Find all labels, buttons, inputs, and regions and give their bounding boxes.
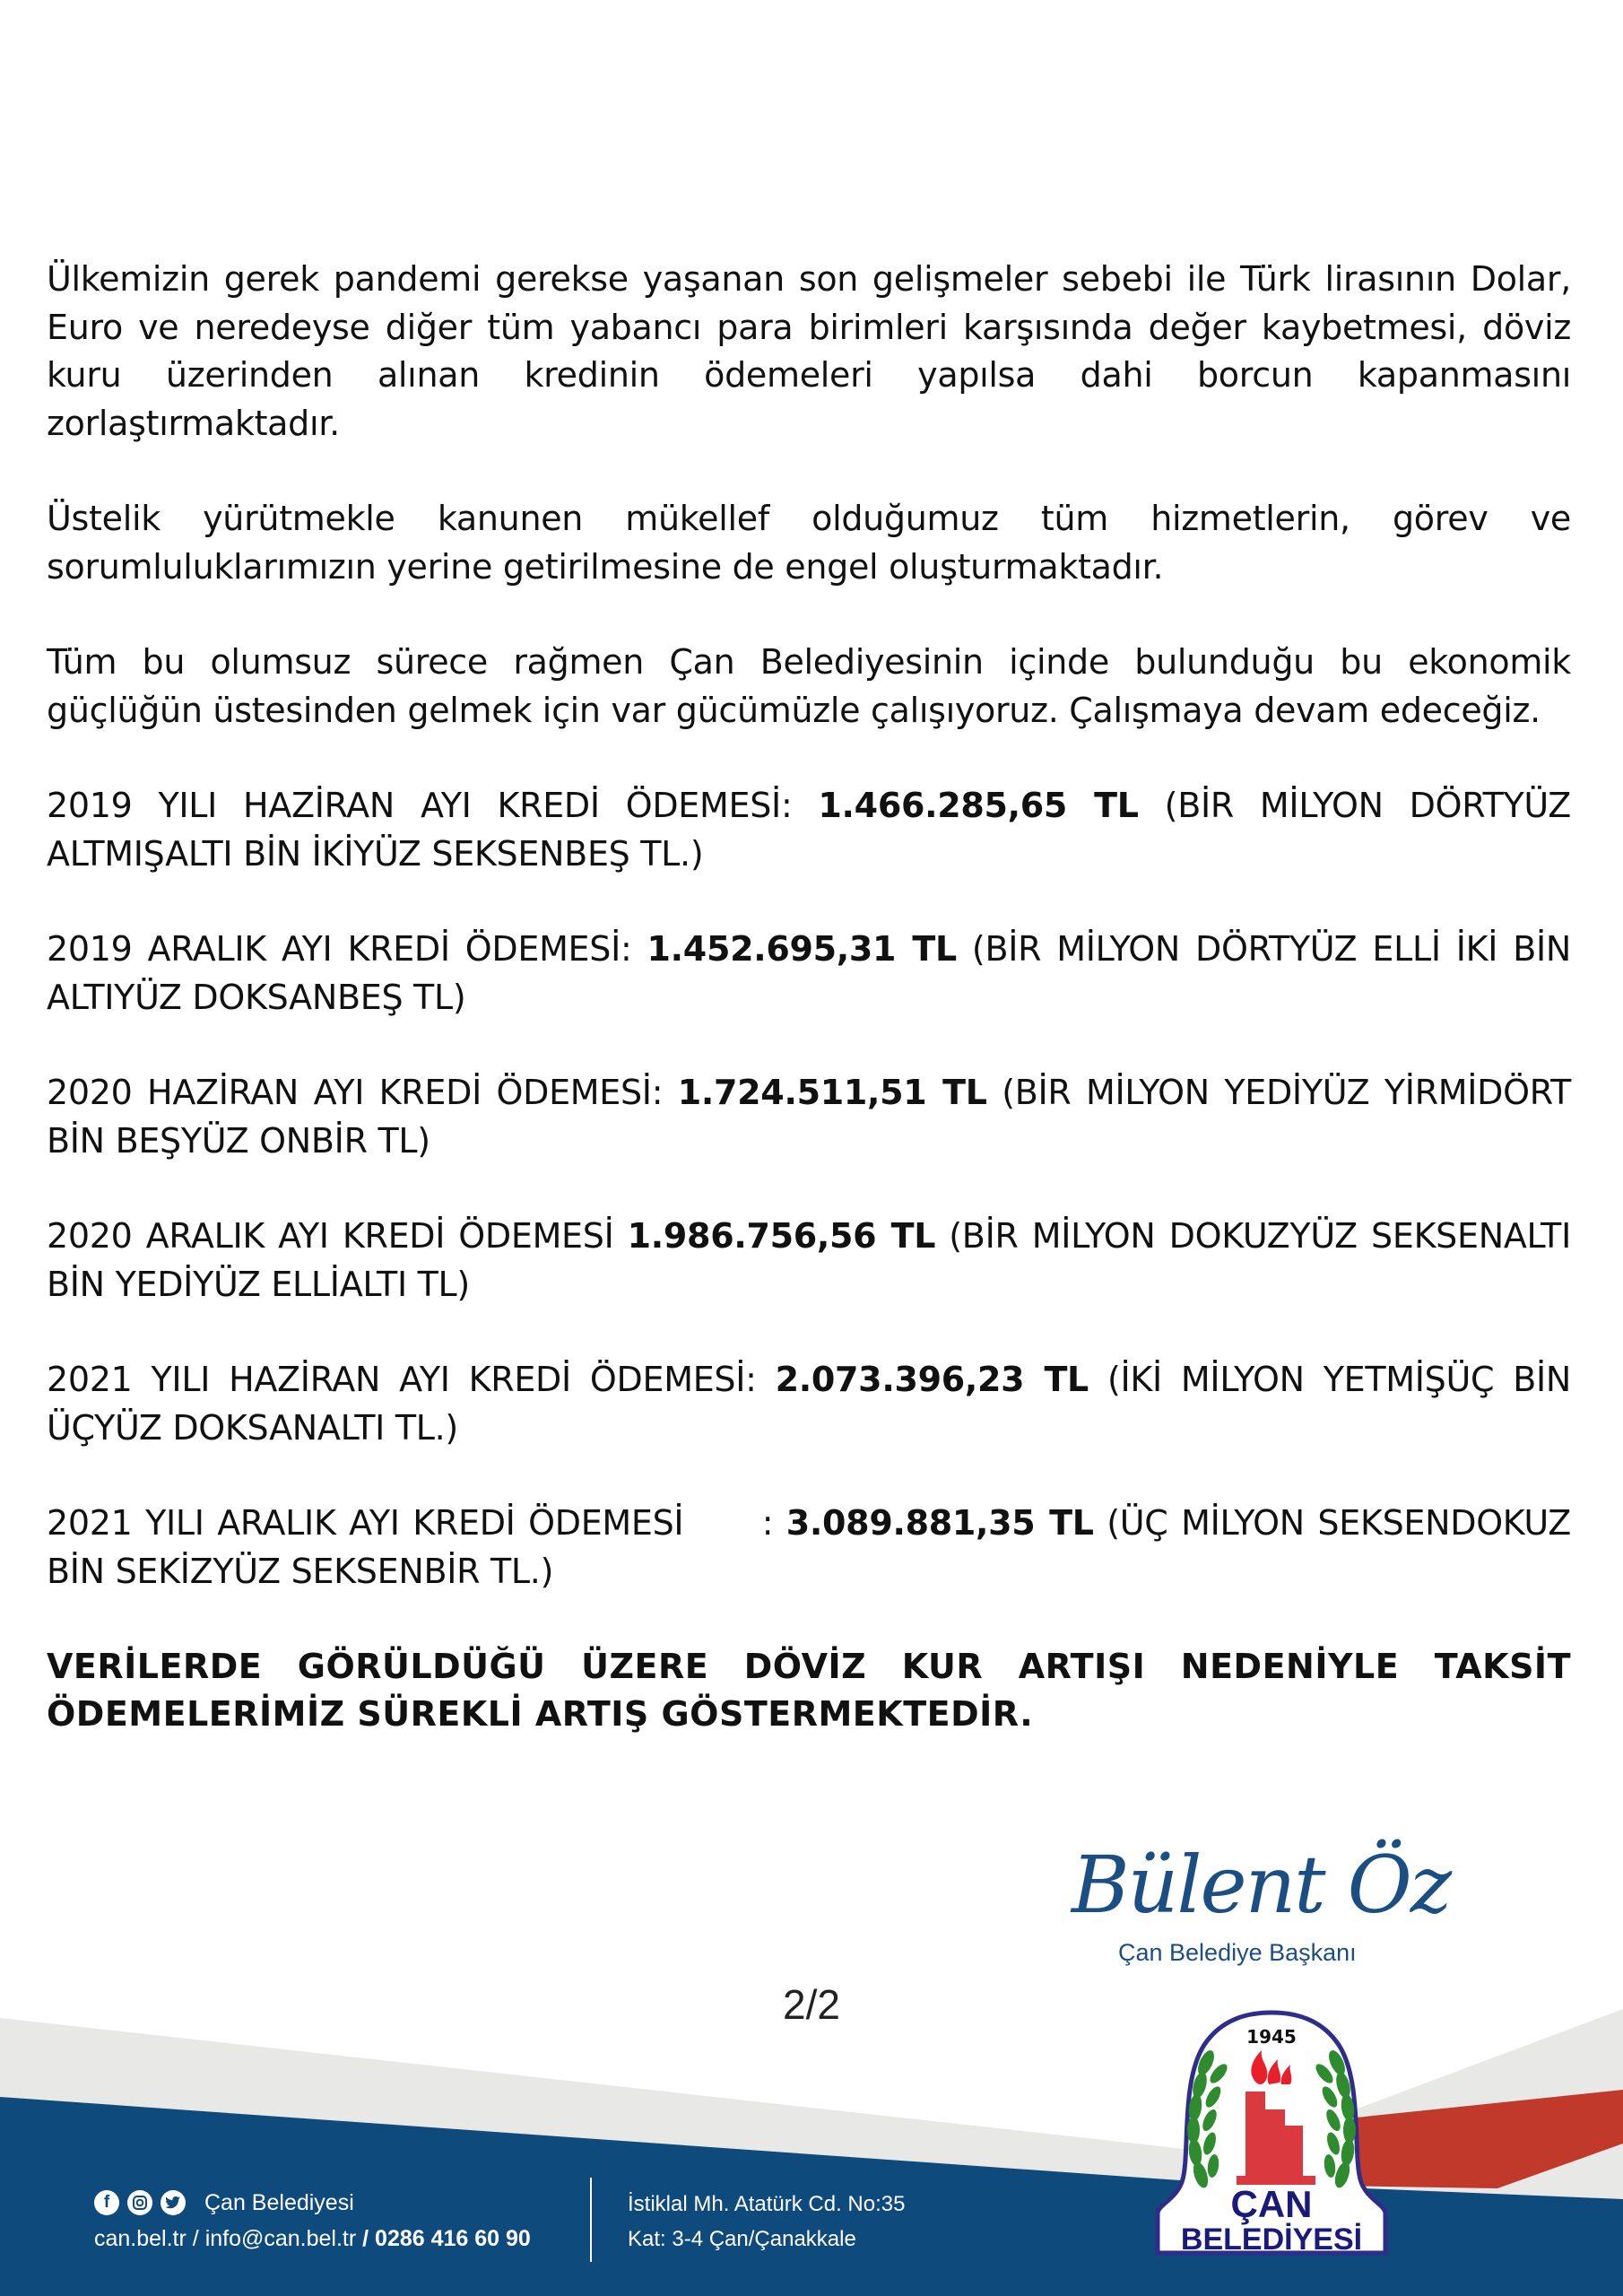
email-link[interactable]: info@can.bel.tr [204,2226,357,2251]
instagram-icon[interactable] [127,2190,152,2215]
payment-amount: 1.724.511,51 TL [677,1073,987,1112]
payments-list [47,782,1571,1596]
payment-label: 2020 HAZİRAN AYI KREDİ ÖDEMESİ: [47,1073,678,1112]
payment-amount: 1.466.285,65 TL [818,786,1139,825]
footer-address [628,2187,905,2257]
logo-year: 1945 [1246,2026,1297,2048]
logo-title-line-2: BELEDİYESİ [1180,2222,1363,2257]
payment-words: (ÜÇ MİLYON SEKSENDOKUZ BİN SEKİZYÜZ SEKSENBİR TL.) [47,1503,1571,1591]
payment-item [47,1356,1571,1452]
payment-words: (BİR MİLYON DOKUZYÜZ SEKSENALTI BİN YEDİYÜZ ELLİALTI TL) [47,1216,1571,1304]
payment-label: 2021 YILI HAZİRAN AYI KREDİ ÖDEMESİ: [47,1360,776,1399]
payment-amount: 1.986.756,56 TL [627,1216,936,1256]
address-line-2: Kat: 3-4 Çan/Çanakkale [628,2227,856,2251]
letter-body [47,256,1571,1772]
payment-item [47,1500,1571,1596]
logo-title-line-1: ÇAN [1230,2183,1313,2225]
payment-label: 2020 ARALIK AYI KREDİ ÖDEMESİ [47,1216,628,1256]
contact-separator: / [186,2226,205,2251]
payment-amount: 3.089.881,35 TL [785,1503,1094,1543]
payment-label: 2019 YILI HAZİRAN AYI KREDİ ÖDEMESİ: [47,786,819,825]
signature-name: Bülent Öz [1072,1839,1451,1931]
payment-label: 2021 YILI ARALIK AYI KREDİ ÖDEMESİ : [47,1503,786,1543]
phone-number: / 0286 416 60 90 [356,2226,531,2251]
payment-words: (BİR MİLYON YEDİYÜZ YİRMİDÖRT BİN BEŞYÜZ ONBİR TL) [47,1073,1572,1161]
signature-title: Çan Belediye Başkanı [1118,1939,1357,1966]
paragraph-currency-loss: Ülkemizin gerek pandemi gerekse yaşanan son gelişmeler sebebi ile Türk lirasının Dolar, Euro ve neredeyse diğer tüm yabancı para birimleri karşısında değer kaybetmesi, döviz kuru üzerinden alınan kredinin ödemeleri yapılsa dahi borcun kapanmasını zorlaştırmaktadır. [47,259,1571,443]
payment-item [47,926,1571,1022]
payment-item [47,1213,1571,1309]
payment-label: 2019 ARALIK AYI KREDİ ÖDEMESİ: [47,929,647,969]
payment-words: (İKİ MİLYON YETMİŞÜÇ BİN ÜÇYÜZ DOKSANALTI TL.) [47,1360,1571,1448]
footer-divider [590,2178,592,2262]
payment-amount: 2.073.396,23 TL [775,1360,1089,1399]
payment-words: (BİR MİLYON DÖRTYÜZ ELLİ İKİ BİN ALTIYÜZ DOKSANBEŞ TL) [47,929,1572,1017]
payment-amount: 1.452.695,31 TL [647,929,957,969]
signature-block [1072,1839,1451,1973]
payment-words: (BİR MİLYON DÖRTYÜZ ALTMIŞALTI BİN İKİYÜZ SEKSENBEŞ TL.) [47,786,1571,874]
payment-item [47,1069,1571,1165]
paragraph-commitment: Tüm bu olumsuz sürece rağmen Çan Belediyesinin içinde bulunduğu bu ekonomik güçlüğün üstesinden gelmek için var gücümüzle çalışıyoruz. Çalışmaya devam edeceğiz. [47,642,1571,730]
website-link[interactable]: can.bel.tr [94,2226,187,2251]
footer-contact [94,2187,531,2252]
contact-row [94,2226,531,2252]
paragraph-obstacles: Üstelik yürütmekle kanunen mükellef olduğumuz tüm hizmetlerin, görev ve sorumluluklarımızın yerine getirilmesine de engel oluşturmaktadır. [47,499,1571,587]
social-account-name: Çan Belediyesi [204,2189,354,2215]
facebook-icon[interactable]: f [94,2190,119,2215]
address-line-1: İstiklal Mh. Atatürk Cd. No:35 [628,2192,906,2216]
page-number: 2/2 [783,1981,840,2028]
twitter-icon[interactable] [161,2190,186,2215]
social-row [94,2187,531,2219]
payment-item [47,782,1571,878]
conclusion-statement: VERİLERDE GÖRÜLDÜĞÜ ÜZERE DÖVİZ KUR ARTIŞI NEDENİYLE TAKSİT ÖDEMELERİMİZ SÜREKLİ ARTIŞ GÖSTERMEKTEDİR. [47,1647,1571,1734]
municipality-logo [1150,2009,1393,2260]
